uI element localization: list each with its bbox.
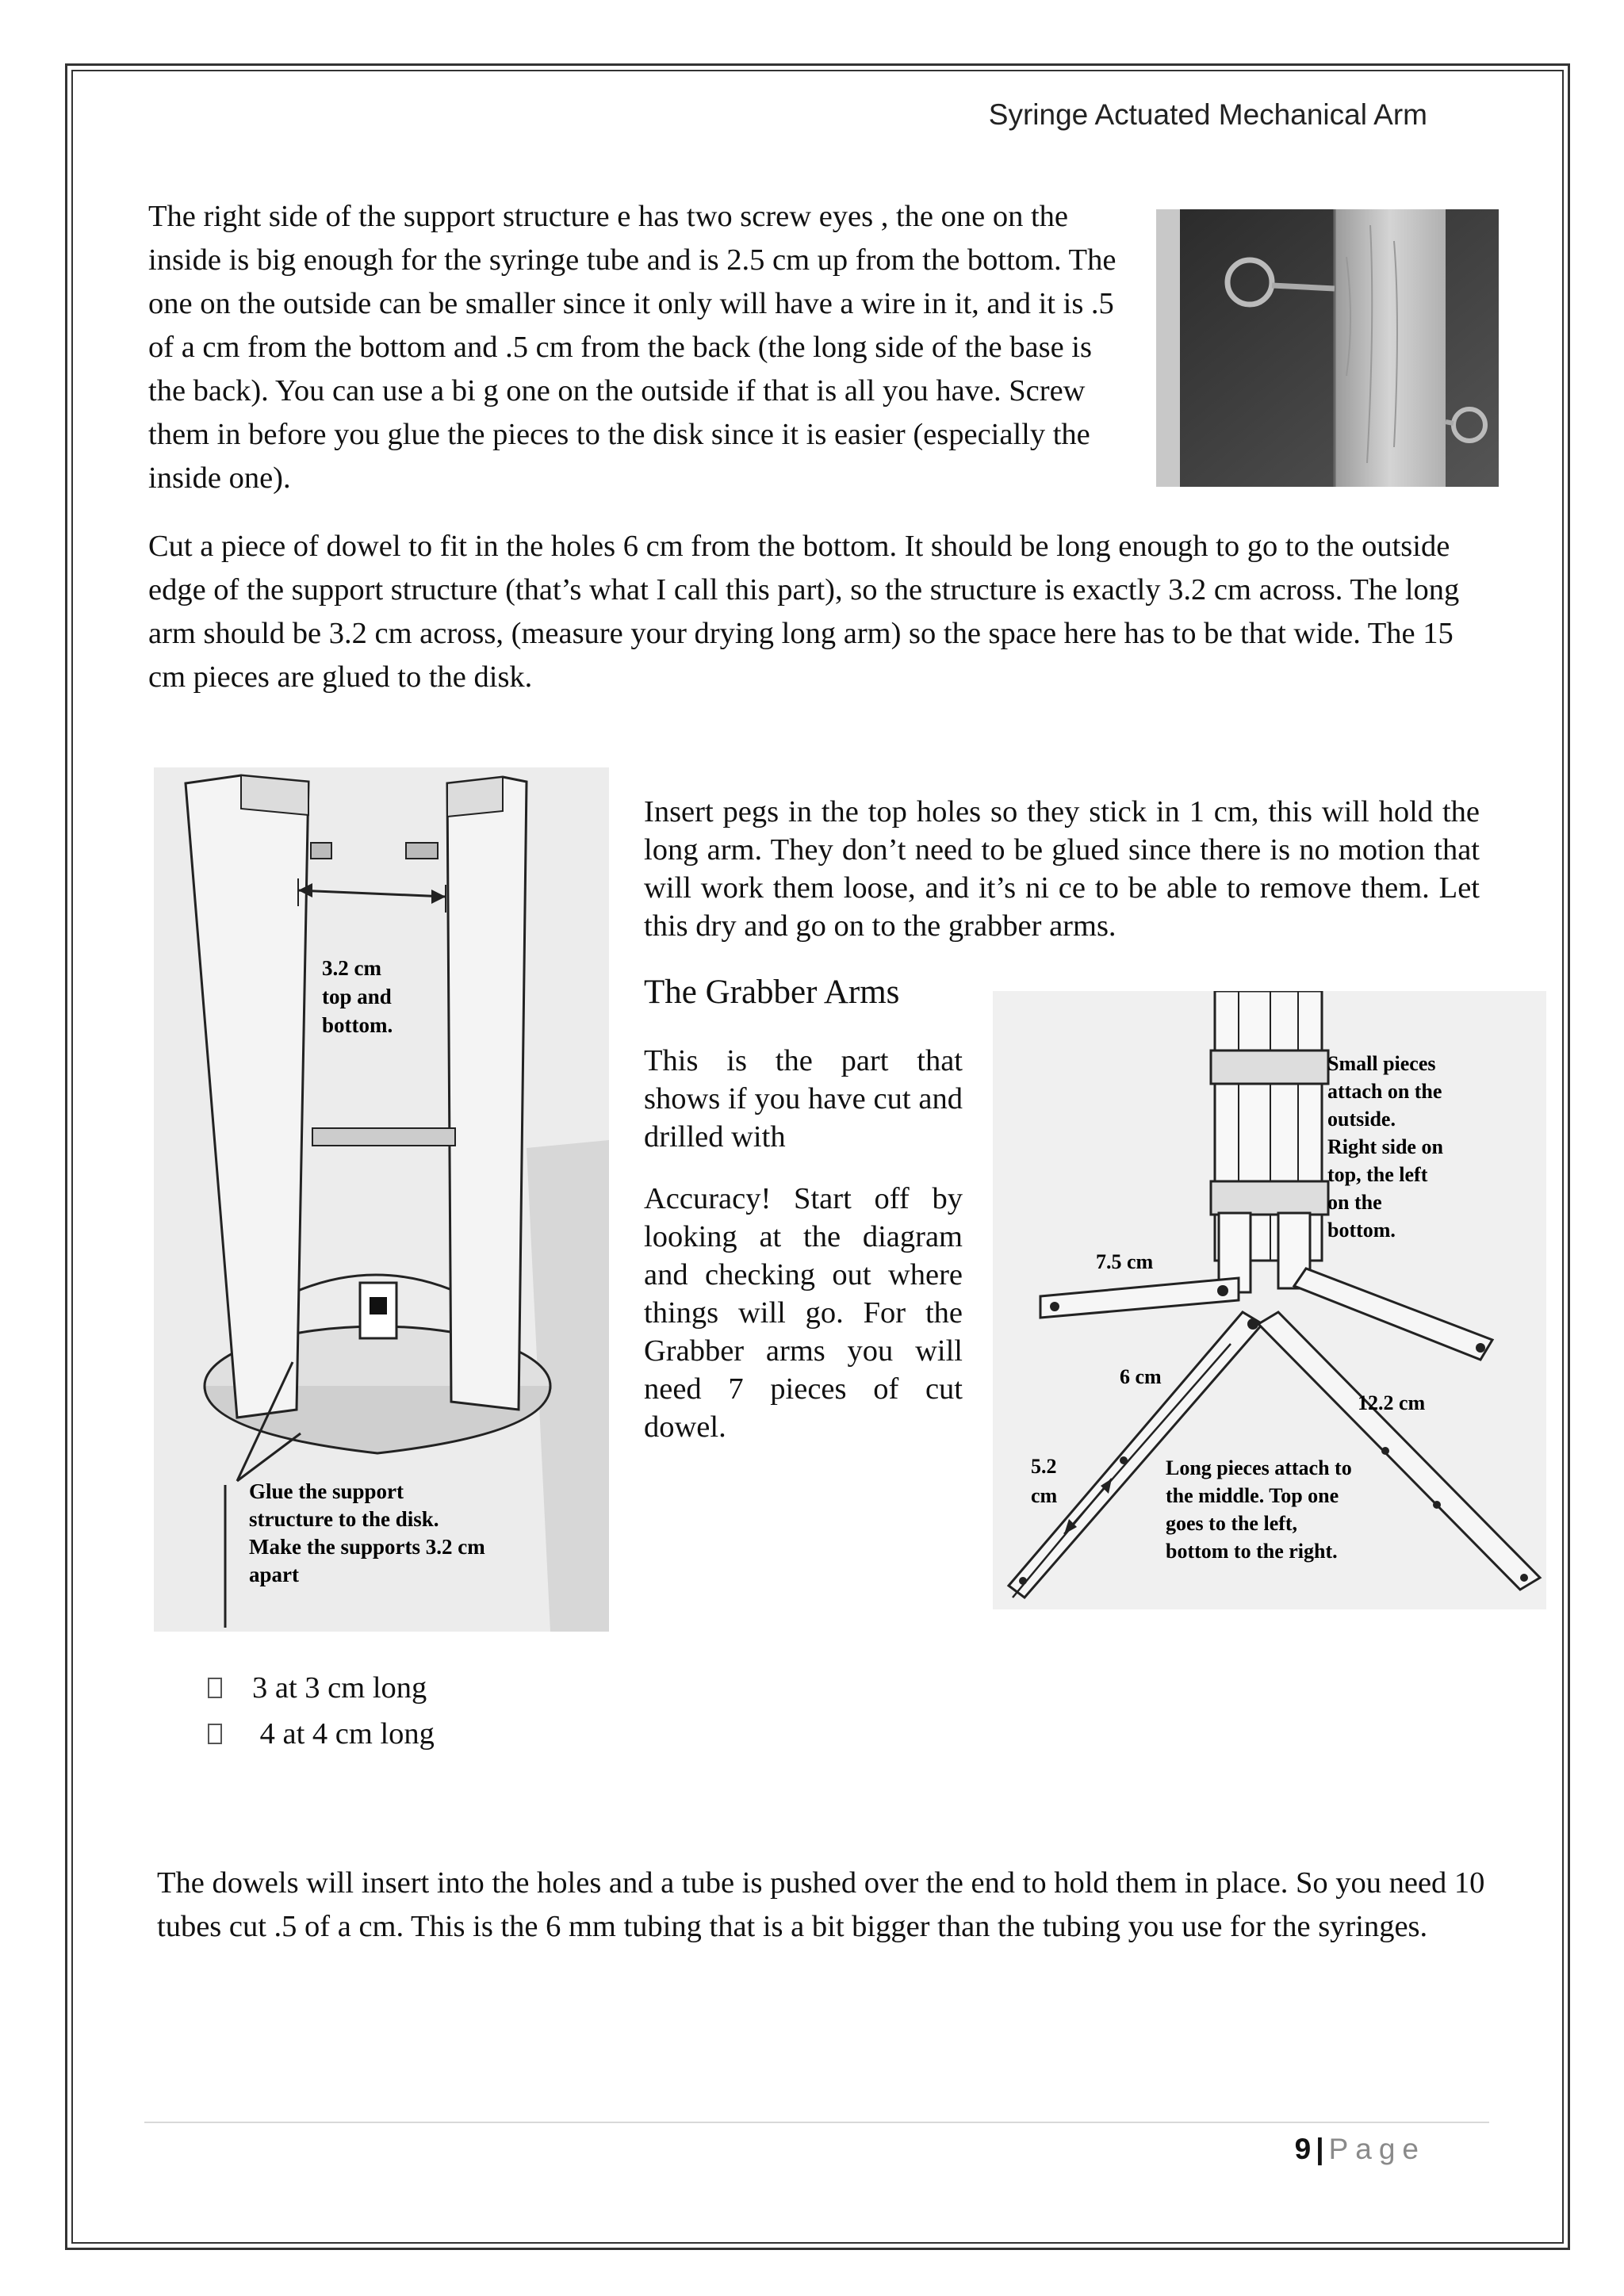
grabber-dim-6: 6 cm [1120, 1365, 1162, 1388]
list-item: 4 at 4 cm long [208, 1711, 435, 1757]
grabber-note-long-2: the middle. Top one [1166, 1484, 1339, 1507]
dowel-pieces-list [208, 1665, 435, 1757]
grabber-note-small-5: top, the left [1327, 1163, 1428, 1186]
grabber-note-small-4: Right side on [1327, 1135, 1443, 1158]
screw-eyes-photo [1156, 209, 1499, 487]
bullet-icon [208, 1724, 222, 1744]
footer-separator: | [1316, 2133, 1324, 2165]
support-label-glue-1: Glue the support [249, 1479, 404, 1503]
page-footer [1295, 2133, 1426, 2166]
grabber-note-long-3: goes to the left, [1166, 1512, 1298, 1535]
page-header-title: Syringe Actuated Mechanical Arm [988, 98, 1427, 131]
support-label-width-3: bottom. [322, 1013, 393, 1037]
grabber-arms-figure [993, 991, 1546, 1609]
paragraph-dowel: Cut a piece of dowel to fit in the holes 6 cm from the bottom. It should be long enough to go to the outside edge of the support structure (that’s what I call this part), so the structure is exactly 3.2 cm across. The long arm should be 3.2 cm across, (measure your drying long arm) so the space here has to be that wide. The 15 cm pieces are glued to the disk. [148, 530, 1460, 694]
list-item: 3 at 3 cm long [208, 1665, 435, 1711]
grabber-note-small-1: Small pieces [1327, 1052, 1436, 1075]
support-structure-figure [154, 767, 609, 1632]
paragraph-pegs: Insert pegs in the top holes so they stick in 1 cm, this will hold the long arm. They don’t need to be glued since there is no motion that will work them loose, and it’s ni ce to be able to remove them. Let this dry and go on to the grabber arms. [644, 795, 1480, 943]
paragraph-screw-eyes: The right side of the support structure e has two screw eyes , the one on the inside is big enough for the syringe tube and is 2.5 cm up from the bottom. The one on the outside can be smaller since it only will have a wire in it, and it is .5 of a cm from the bottom and .5 cm from the back (the long side of the base is the back). You can use a bi g one on the outside if that is all you have. Screw them in before you glue the pieces to the disk since it is easier (especially the inside one). [148, 200, 1116, 495]
support-label-width-2: top and [322, 985, 392, 1008]
grabber-arms-heading: The Grabber Arms [644, 974, 900, 1011]
grabber-note-long-1: Long pieces attach to [1166, 1456, 1352, 1479]
grabber-dim-5-2a: 5.2 [1031, 1455, 1057, 1478]
paragraph-tubes: The dowels will insert into the holes and a tube is pushed over the end to hold them in place. So you need 10 tubes cut .5 of a cm. This is the 6 mm tubing that is a bit bigger than the tubing you use for the syringes. [157, 1866, 1485, 1943]
support-label-glue-2: structure to the disk. [249, 1507, 439, 1531]
grabber-note-small-6: on the [1327, 1191, 1382, 1214]
support-label-width-1: 3.2 cm [322, 956, 381, 980]
page-number: 9 [1294, 2133, 1312, 2165]
footer-divider [144, 2122, 1489, 2123]
grabber-note-small-2: attach on the [1327, 1080, 1442, 1103]
grabber-dim-7-5: 7.5 cm [1096, 1250, 1154, 1273]
paragraph-grabber-intro-2: Accuracy! Start off by looking at the diagram and checking out where things will go. For the Grabber arms you will need 7 pieces of cut dowel. [644, 1182, 963, 1444]
paragraph-grabber-intro-1: This is the part that shows if you have cut and drilled with [644, 1044, 963, 1154]
grabber-note-long-4: bottom to the right. [1166, 1540, 1338, 1563]
bullet-icon [208, 1678, 222, 1698]
support-label-glue-3: Make the supports 3.2 cm [249, 1535, 485, 1559]
grabber-note-small-7: bottom. [1327, 1219, 1396, 1242]
page-label: Page [1328, 2133, 1426, 2165]
grabber-dim-12-2: 12.2 cm [1358, 1391, 1426, 1414]
support-label-glue-4: apart [249, 1563, 299, 1586]
grabber-note-small-3: outside. [1327, 1108, 1396, 1131]
grabber-dim-5-2b: cm [1031, 1484, 1058, 1507]
